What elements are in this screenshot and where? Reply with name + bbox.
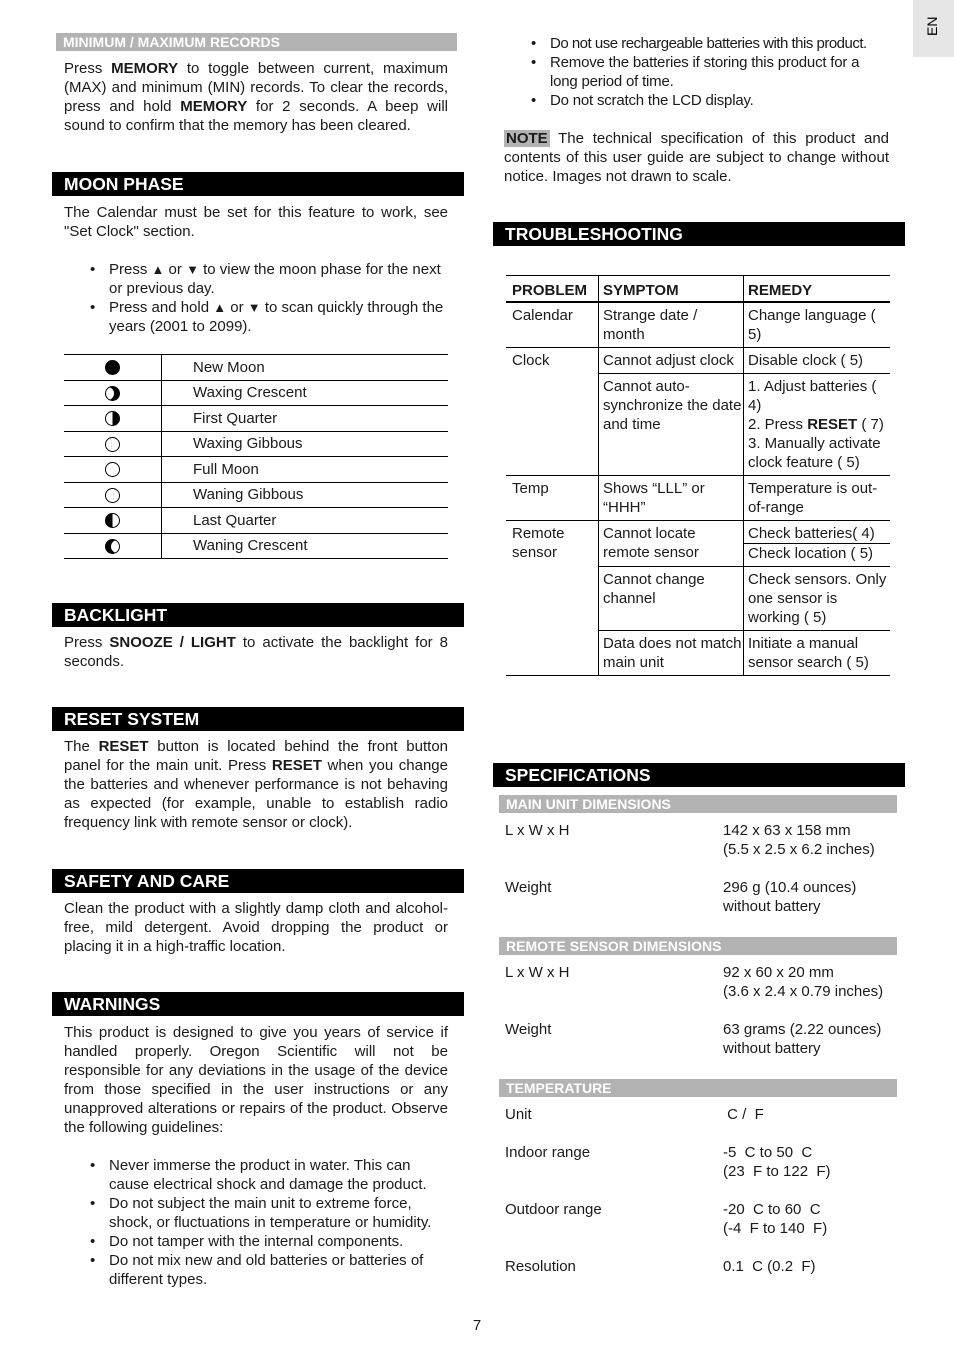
moon-phase-table [64, 354, 448, 559]
waning-gibbous-icon [105, 488, 120, 503]
last-quarter-icon [105, 513, 120, 528]
minmax-section [52, 33, 464, 135]
reset-system-text: The RESET button is located behind the front button panel for the main unit. Press RESET when you change the batteries and whenever performance is not behaving as expected (for example, unable to establish radio frequency link with remote sensor or clock). [64, 738, 449, 831]
warnings-section [52, 992, 464, 1289]
list-item: • Do not subject the main unit to extreme force, shock, or fluctuations in temperature or humidity. [109, 1194, 448, 1232]
temperature-unit: Unit C / F [505, 1106, 764, 1123]
moon-phase-section [52, 172, 464, 559]
table-row: Cannot auto-synchronize the date and time 1. Adjust batteries ( 4) 2. Press RESET ( 7) 3. Manually activate clock feature ( 5) [506, 374, 890, 476]
list-item: • Remove the batteries if storing this product for a long period of time. [550, 53, 889, 91]
list-item: • Press ▲ or ▼ to view the moon phase for the next or previous day. [109, 260, 448, 298]
warnings-intro: This product is designed to give you years of service if handled properly. Oregon Scientific will not be responsible for any deviations in the usage of the device from those specified in the user instructions or any unapproved alterations or repairs of the product. Observe the following guidelines: [64, 1024, 448, 1136]
main-unit-lwh: L x W x H 142 x 63 x 158 mm (5.5 x 2.5 x 6.2 inches) [505, 822, 875, 858]
minmax-heading: MINIMUM / MAXIMUM RECORDS [56, 33, 457, 51]
moon-phase-bullets [52, 260, 464, 336]
table-row: New Moon [64, 355, 448, 381]
backlight-section [52, 603, 464, 671]
reset-system-heading: RESET SYSTEM [52, 707, 464, 731]
moon-phase-heading: MOON PHASE [52, 172, 464, 196]
page-number: 7 [472, 1317, 482, 1334]
warnings-bullets-continued [493, 34, 905, 110]
table-row: Waning Crescent [64, 533, 448, 559]
backlight-text: Press SNOOZE / LIGHT to activate the backlight for 8 seconds. [64, 634, 448, 670]
table-row: Waxing Gibbous [64, 431, 448, 457]
note-section [493, 129, 905, 186]
table-header-row: PROBLEM SYMPTOM REMEDY [506, 276, 890, 303]
outdoor-range: Outdoor range -20 C to 60 C (-4 F to 140 F) [505, 1201, 828, 1237]
down-arrow-icon: ▼ [186, 262, 199, 277]
waxing-crescent-icon [105, 386, 120, 401]
waxing-gibbous-icon [105, 437, 120, 452]
table-row: Last Quarter [64, 508, 448, 534]
troubleshooting-section [493, 222, 905, 676]
safety-section [52, 869, 464, 956]
up-arrow-icon: ▲ [151, 262, 165, 277]
resolution: Resolution 0.1 C (0.2 F) [505, 1258, 816, 1275]
table-row: Cannot change channel Check sensors. Only one sensor is working ( 5) [506, 567, 890, 631]
warnings-bullets [52, 1156, 464, 1289]
note-label: NOTE [506, 130, 548, 147]
table-row: Data does not match main unit Initiate a manual sensor search ( 5) [506, 631, 890, 676]
main-unit-weight: Weight 296 g (10.4 ounces) without battery [505, 879, 857, 915]
first-quarter-icon [105, 411, 120, 426]
new-moon-icon [105, 360, 120, 375]
indoor-range: Indoor range -5 C to 50 C (23 F to 122 F) [505, 1144, 831, 1180]
table-row: Clock Cannot adjust clock Disable clock ( 5) [506, 348, 890, 374]
list-item: • Do not use rechargeable batteries with this product. [550, 34, 889, 53]
language-label: EN [924, 16, 940, 36]
language-tab [913, 0, 954, 57]
note-text: NOTE The technical specification of this product and contents of this user guide are subject to change without notice. Images not drawn to scale. [504, 130, 889, 185]
safety-text: Clean the product with a slightly damp cloth and alcohol-free, mild detergent. Avoid dropping the product or placing it in a high-traffic location. [64, 900, 448, 955]
temperature-heading: TEMPERATURE [499, 1079, 897, 1097]
troubleshooting-heading: TROUBLESHOOTING [493, 222, 905, 246]
waning-crescent-icon [105, 539, 120, 554]
list-item: • Never immerse the product in water. This can cause electrical shock and damage the product. [109, 1156, 448, 1194]
table-row: Calendar Strange date / month Change language ( 5) [506, 302, 890, 348]
table-row: First Quarter [64, 406, 448, 432]
list-item: • Press and hold ▲ or ▼ to scan quickly through the years (2001 to 2099). [109, 298, 448, 336]
specifications-section [493, 763, 905, 1276]
list-item: • Do not scratch the LCD display. [550, 91, 889, 110]
safety-heading: SAFETY AND CARE [52, 869, 464, 893]
table-row: Waning Gibbous [64, 482, 448, 508]
warnings-continued [493, 34, 905, 110]
table-row: Waxing Crescent [64, 380, 448, 406]
specifications-heading: SPECIFICATIONS [493, 763, 905, 787]
table-row: Temp Shows “LLL” or “HHH” Temperature is out-of-range [506, 476, 890, 521]
reset-system-section [52, 707, 464, 832]
main-unit-heading: MAIN UNIT DIMENSIONS [499, 795, 897, 813]
remote-sensor-weight: Weight 63 grams (2.22 ounces) without battery [505, 1021, 882, 1057]
down-arrow-icon: ▼ [247, 300, 261, 315]
list-item: • Do not tamper with the internal components. [109, 1232, 448, 1251]
up-arrow-icon: ▲ [213, 300, 227, 315]
table-row: Full Moon [64, 457, 448, 483]
table-row: Remote sensor Cannot locate remote sensor Check batteries( 4) Check location ( 5) [506, 521, 890, 567]
moon-phase-intro: The Calendar must be set for this feature to work, see "Set Clock" section. [64, 204, 448, 240]
full-moon-icon [105, 462, 120, 477]
remote-sensor-lwh: L x W x H 92 x 60 x 20 mm (3.6 x 2.4 x 0.79 inches) [505, 964, 884, 1000]
troubleshooting-table [506, 275, 890, 676]
warnings-heading: WARNINGS [52, 992, 464, 1016]
remote-sensor-heading: REMOTE SENSOR DIMENSIONS [499, 937, 897, 955]
backlight-heading: BACKLIGHT [52, 603, 464, 627]
list-item: • Do not mix new and old batteries or batteries of different types. [109, 1251, 448, 1289]
minmax-text: Press MEMORY to toggle between current, maximum (MAX) and minimum (MIN) records. To clear the records, press and hold MEMORY for 2 seconds. A beep will sound to confirm that the memory has been cleared. [64, 60, 448, 134]
